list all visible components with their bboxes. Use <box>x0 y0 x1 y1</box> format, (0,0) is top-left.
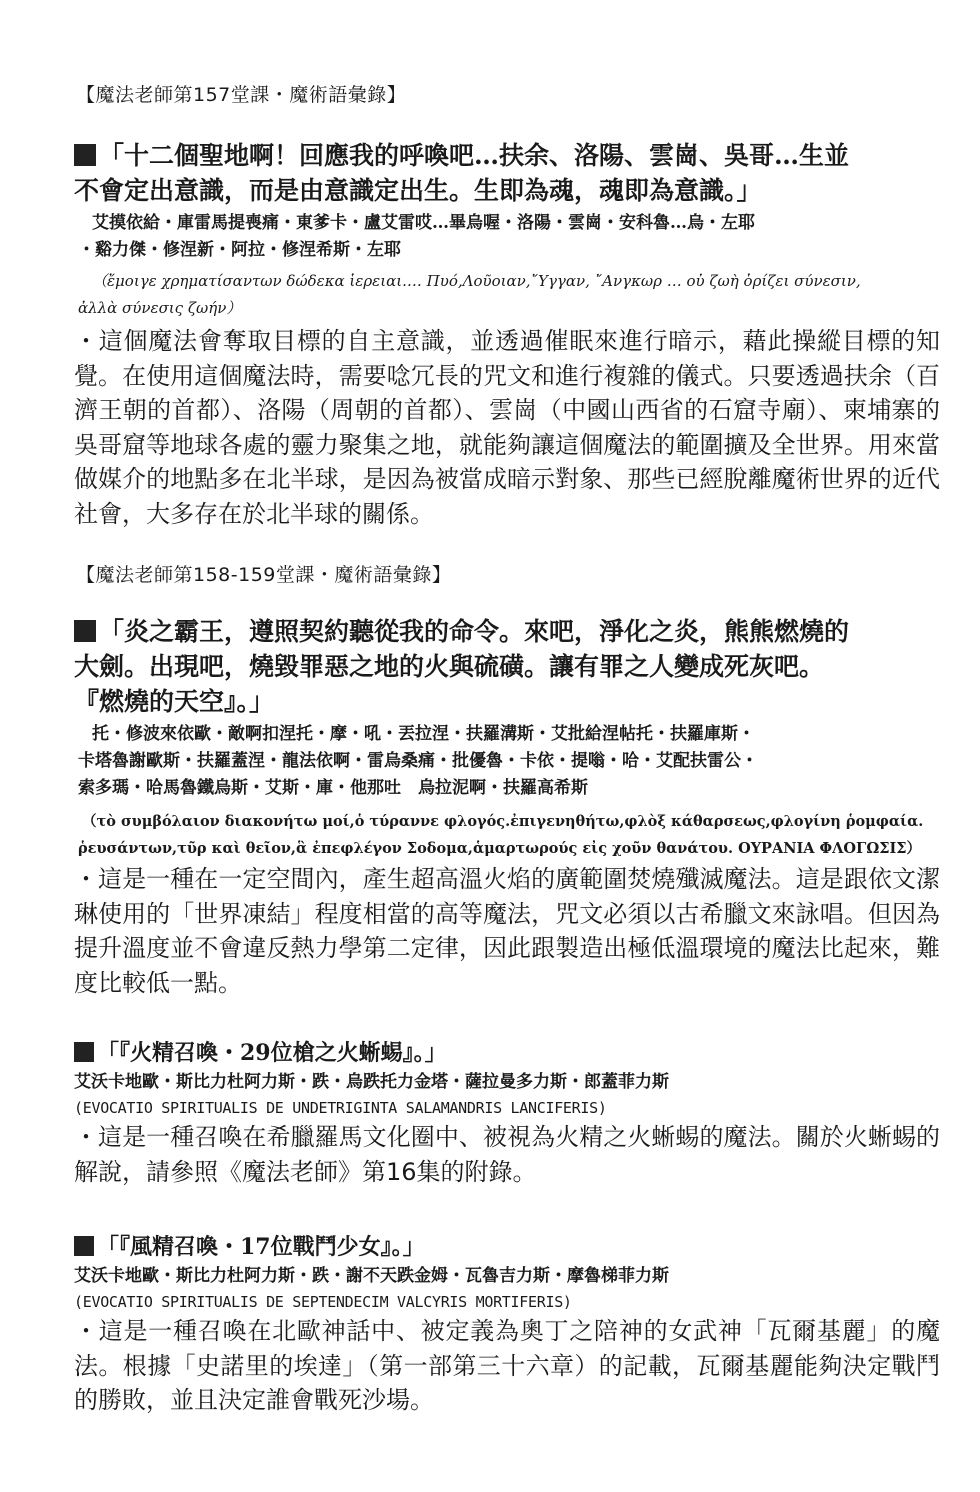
incantation-line: 「『火精召喚・29位槍之火蜥蜴』。」 <box>74 1036 940 1071</box>
transliteration-line: 索多瑪・哈馬魯鐵烏斯・艾斯・庫・他那吐 烏拉泥啊・扶羅高希斯 <box>78 778 588 798</box>
section-header-157: 【魔法老師第157堂課・魔術語彙錄】 <box>76 84 407 106</box>
incantation-line: 「十二個聖地啊！回應我的呼喚吧…扶余、洛陽、雲崗、吳哥…生並 <box>74 138 940 173</box>
latin-original-line: (EVOCATIO SPIRITUALIS DE UNDETRIGINTA SALAMANDRIS LANCIFERIS) <box>74 1099 607 1117</box>
transliteration-line: 艾摸依給・庫雷馬提喪痛・東爹卡・盧艾雷哎…畢烏喔・洛陽・雲崗・安科魯…烏・左耶 <box>92 213 755 233</box>
greek-original-line: ῥευσάντων,τῦρ καὶ θεῖον,ἃ ἐπεφλέγον Σοδομα,ἁμαρτωρούς εἰς χοῦν θανάτου. ΟΥΡΑΝΙΑ ΦΛΟΓΩΣΙΣ） <box>78 840 922 857</box>
square-bullet-icon <box>74 1236 94 1256</box>
entry-description: ・這是一種召喚在希臘羅馬文化圈中、被視為火精之火蜥蜴的魔法。關於火蜥蜴的解說，請參照《魔法老師》第16集的附錄。 <box>74 1123 940 1186</box>
glossary-entry-twelve-holy-lands <box>74 138 940 531</box>
transliteration-line: 托・修波來依歐・敵啊扣涅托・摩・吼・丟拉涅・扶羅溝斯・艾批給涅帖托・扶羅庫斯・ <box>92 724 755 744</box>
incantation-line: 大劍。出現吧，燒毀罪惡之地的火與硫磺。讓有罪之人變成死灰吧。 <box>74 652 825 681</box>
greek-original-line: ἀλλὰ σύνεσις ζωήν） <box>78 299 242 317</box>
transliteration-line: 艾沃卡地歐・斯比力杜阿力斯・跌・謝不天跌金姆・瓦魯吉力斯・摩魯梯菲力斯 <box>74 1266 669 1286</box>
incantation-line: 「炎之霸王，遵照契約聽從我的命令。來吧，淨化之炎，熊熊燃燒的 <box>74 614 940 649</box>
glossary-entry-salamanders <box>74 1036 940 1189</box>
entry-description: ・這是一種召喚在北歐神話中、被定義為奧丁之陪神的女武神「瓦爾基麗」的魔法。根據「史諾里的埃達」（第一部第三十六章）的記載，瓦爾基麗能夠決定戰鬥的勝敗，並且決定誰會戰死沙場。 <box>74 1317 940 1414</box>
incantation-line: 不會定出意識，而是由意識定出生。生即為魂，魂即為意識。」 <box>74 176 762 205</box>
entry-description: ・這個魔法會奪取目標的自主意識，並透過催眠來進行暗示，藉此操縱目標的知覺。在使用這個魔法時，需要唸冗長的咒文和進行複雜的儀式。只要透過扶余（百濟王朝的首都）、洛陽（周朝的首都）、雲崗（中國山西省的石窟寺廟）、柬埔寨的吳哥窟等地球各處的靈力聚集之地，就能夠讓這個魔法的範圍擴及全世界。用來當做媒介的地點多在北半球，是因為被當成暗示對象、那些已經脫離魔術世界的近代社會，大多存在於北半球的關係。 <box>74 327 940 528</box>
square-bullet-icon <box>74 144 96 166</box>
incantation-line: 『燃燒的天空』。」 <box>74 687 275 716</box>
glossary-entry-valkyries <box>74 1230 940 1418</box>
transliteration-line: 艾沃卡地歐・斯比力杜阿力斯・跌・烏跌托力金塔・薩拉曼多力斯・郎蓋菲力斯 <box>74 1072 669 1092</box>
incantation-line: 「『風精召喚・17位戰鬥少女』。」 <box>74 1230 940 1265</box>
square-bullet-icon <box>74 1042 94 1062</box>
transliteration-line: 卡塔魯謝歐斯・扶羅蓋涅・龍法依啊・雷烏桑痛・批優魯・卡依・提嗡・哈・艾配扶雷公・ <box>78 751 758 771</box>
square-bullet-icon <box>74 620 96 642</box>
greek-original-line: （τὸ συμβόλαιον διακονήτω μοί,ὁ τύραννε φλογός.ἐπιγενηθήτω,φλὸξ κάθαρσεως,φλογίνη ῥομφαία. <box>82 813 924 830</box>
entry-description: ・這是一種在一定空間內，產生超高溫火焰的廣範圍焚燒殲滅魔法。這是跟依文潔琳使用的「世界凍結」程度相當的高等魔法，咒文必須以古希臘文來詠唱。但因為提升溫度並不會違反熱力學第二定律，因此跟製造出極低溫環境的魔法比起來，難度比較低一點。 <box>74 865 940 997</box>
greek-original-line: （ἔμοιγε χρηματίσαντων δώδεκα ἱερειαι.… Πυό,Λοῦοιαν,῎Υγγαν, ῎Ανγκωρ … οὐ ζωὴ ὁρίζει σύνεσιν, <box>92 272 861 290</box>
transliteration-line: ・谿力傑・修涅新・阿拉・修涅希斯・左耶 <box>78 240 401 260</box>
latin-original-line: (EVOCATIO SPIRITUALIS DE SEPTENDECIM VALCYRIS MORTIFERIS) <box>74 1293 572 1311</box>
section-header-158-159: 【魔法老師第158-159堂課・魔術語彙錄】 <box>76 564 452 586</box>
glossary-entry-burning-sky <box>74 614 940 1000</box>
